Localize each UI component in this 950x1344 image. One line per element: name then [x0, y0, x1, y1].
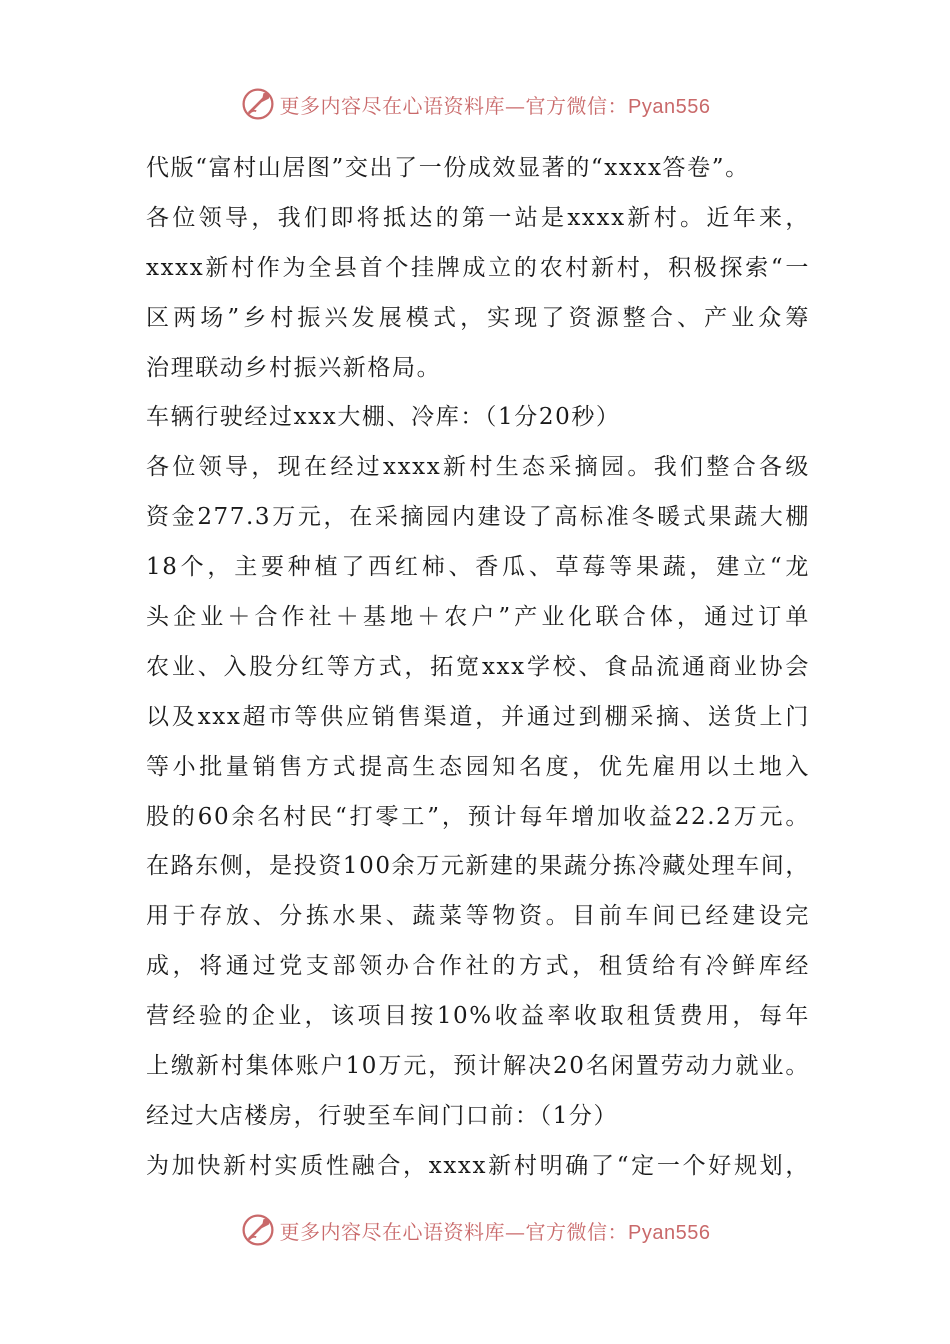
text-line: 以及xxx超市等供应销售渠道，并通过到棚采摘、送货上门 — [146, 703, 810, 730]
text-line: 农业、入股分红等方式，拓宽xxx学校、食品流通商业协会 — [146, 653, 810, 680]
banner-site-text: 更多内容尽在心语资料库—官方微信： — [279, 93, 629, 118]
text-line: 在路东侧，是投资100余万元新建的果蔬分拣冷藏处理车间， — [146, 853, 810, 880]
text-line: 为加快新村实质性融合，xxxx新村明确了“定一个好规划， — [146, 1152, 810, 1179]
text-line: 头企业＋合作社＋基地＋农户”产业化联合体，通过订单 — [146, 604, 810, 631]
text-line: 18个，主要种植了西红柿、香瓜、草莓等果蔬，建立“龙 — [146, 554, 810, 581]
text-line: 各位领导，现在经过xxxx新村生态采摘园。我们整合各级 — [146, 454, 810, 481]
text-line: 各位领导，我们即将抵达的第一站是xxxx新村。近年来， — [146, 204, 810, 231]
banner-site-text: 更多内容尽在心语资料库—官方微信： — [279, 1219, 629, 1244]
document-body — [146, 144, 810, 1192]
text-line: 成，将通过党支部领办合作社的方式，租赁给有冷鲜库经 — [146, 953, 810, 980]
banner-wechat-id: Pyan556 — [628, 95, 711, 118]
banner-wechat-id: Pyan556 — [628, 1221, 711, 1244]
text-line: 上缴新村集体账户10万元，预计解决20名闲置劳动力就业。 — [146, 1053, 810, 1080]
text-line: 等小批量销售方式提高生态园知名度，优先雇用以土地入 — [146, 753, 810, 780]
quill-logo-icon — [240, 1212, 276, 1248]
text-line: 股的60余名村民“打零工”，预计每年增加收益22.2万元。 — [146, 803, 810, 830]
text-line: 用于存放、分拣水果、蔬菜等物资。目前车间已经建设完 — [146, 903, 810, 930]
header-banner — [0, 84, 950, 124]
footer-banner — [0, 1210, 950, 1250]
text-line: 治理联动乡村振兴新格局。 — [146, 354, 442, 381]
text-line: 区两场”乡村振兴发展模式，实现了资源整合、产业众筹 — [146, 304, 810, 331]
text-line: 营经验的企业，该项目按10%收益率收取租赁费用，每年 — [146, 1003, 810, 1030]
quill-logo-icon — [240, 86, 276, 122]
text-line: xxxx新村作为全县首个挂牌成立的农村新村，积极探索“一 — [146, 254, 810, 281]
text-line: 经过大店楼房，行驶至车间门口前：（1分） — [146, 1102, 619, 1129]
banner-text — [280, 90, 711, 119]
text-line: 代版“富村山居图”交出了一份成效显著的“xxxx答卷”。 — [146, 155, 750, 181]
banner-text — [280, 1216, 711, 1245]
text-line: 车辆行驶经过xxx大棚、冷库：（1分20秒） — [146, 404, 621, 431]
text-line: 资金277.3万元，在采摘园内建设了高标准冬暖式果蔬大棚 — [146, 504, 810, 531]
